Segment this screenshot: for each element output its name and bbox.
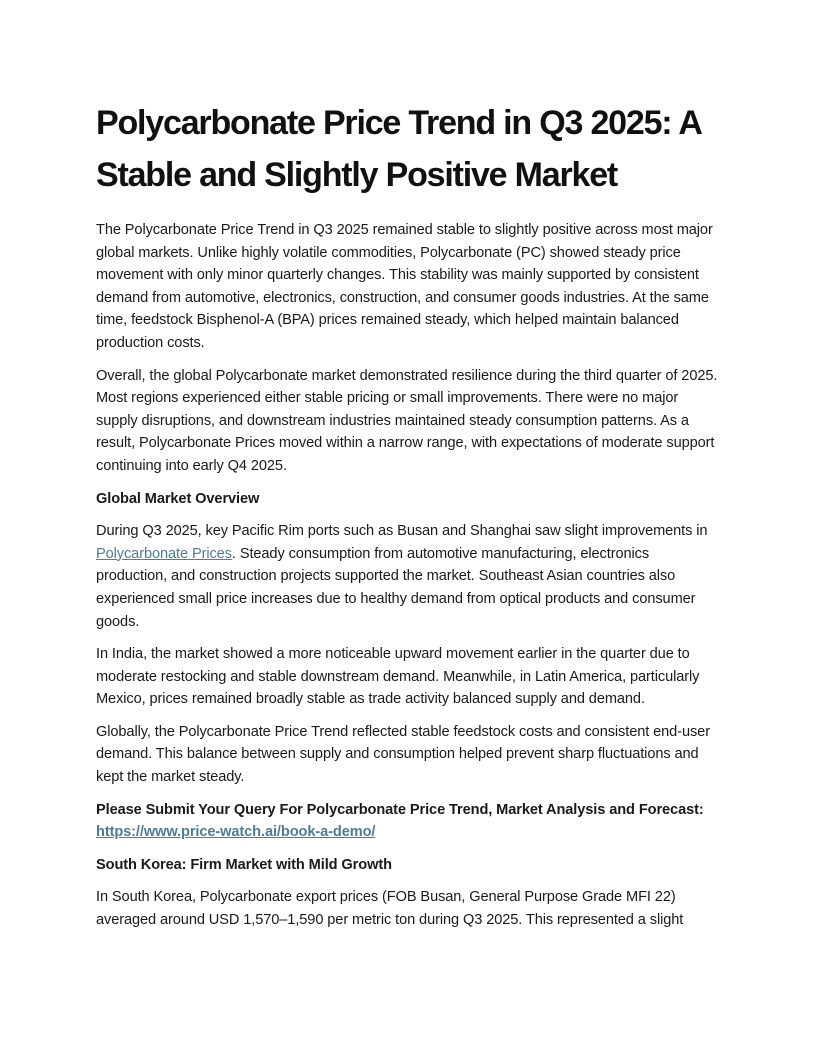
global-paragraph-1-end: . Steady consumption from automotive manufacturing, electronics production, and construction projects supported the market. Southeast Asian countries also experienced small price increases due to healthy demand from optical products and consumer goods. <box>96 545 696 630</box>
query-text: Please Submit Your Query For Polycarbonate Price Trend, Market Analysis and Forecast: <box>96 801 704 818</box>
global-paragraph-3: Globally, the Polycarbonate Price Trend reflected stable feedstock costs and consistent end-user demand. This balance between supply and consumption helped prevent sharp fluctuations and kept the market steady. <box>96 723 710 786</box>
intro-paragraph-2: Overall, the global Polycarbonate market demonstrated resilience during the third quarter of 2025. Most regions experienced either stable pricing or small improvements. There were no major supply disruptions, and downstream industries maintained steady consumption patterns. As a result, Polycarbonate Prices moved within a narrow range, with expectations of moderate support continuing into early Q4 2025. <box>96 367 718 474</box>
document-page <box>96 97 722 942</box>
book-demo-link[interactable]: https://www.price-watch.ai/book-a-demo/ <box>96 824 376 841</box>
query-paragraph <box>96 799 722 844</box>
global-paragraph-1-start: During Q3 2025, key Pacific Rim ports such as Busan and Shanghai saw slight improvements in <box>96 523 708 540</box>
polycarbonate-prices-link[interactable]: Polycarbonate Prices <box>96 545 232 562</box>
global-paragraph-2: In India, the market showed a more noticeable upward movement earlier in the quarter due to moderate restocking and stable downstream demand. Meanwhile, in Latin America, particularly Mexico, prices remained broadly stable as trade activity balanced supply and demand. <box>96 646 700 708</box>
page-title: Polycarbonate Price Trend in Q3 2025: A Stable and Slightly Positive Market <box>96 104 701 194</box>
south-korea-paragraph-1: In South Korea, Polycarbonate export prices (FOB Busan, General Purpose Grade MFI 22) averaged around USD 1,570–1,590 per metric ton during Q3 2025. This represented a slight <box>96 889 684 929</box>
global-market-heading: Global Market Overview <box>96 490 260 507</box>
south-korea-heading: South Korea: Firm Market with Mild Growth <box>96 856 392 873</box>
intro-paragraph-1: The Polycarbonate Price Trend in Q3 2025 remained stable to slightly positive across most major global markets. Unlike highly volatile commodities, Polycarbonate (PC) showed steady price movement with only minor quarterly changes. This stability was mainly supported by consistent demand from automotive, electronics, construction, and consumer goods industries. At the same time, feedstock Bisphenol-A (BPA) prices remained steady, which helped maintain balanced production costs. <box>96 222 713 351</box>
global-paragraph-1 <box>96 520 722 633</box>
